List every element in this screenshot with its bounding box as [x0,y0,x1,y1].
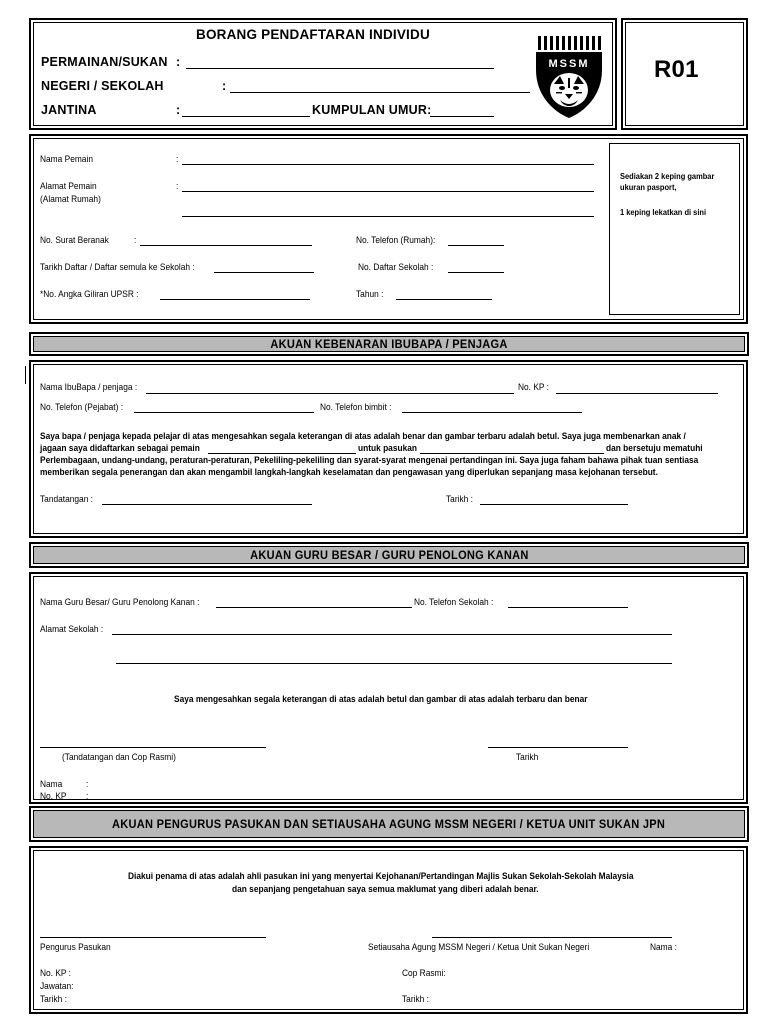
ibubapa-para-line-2b: untuk pasukan [358,443,418,454]
guru-heading-bar [33,546,745,564]
pengurus-label: Pengurus Pasukan [40,942,111,953]
telefon-bimbit-field[interactable] [402,412,582,413]
upsr-label: *No. Angka Giliran UPSR : [40,289,139,300]
kp-guru-label: No. KP [40,791,67,799]
tandatangan-guru-field[interactable] [40,747,266,748]
nama-ibubapa-field[interactable] [146,393,514,394]
pengurus-para-line-1: Diakui penama di atas adalah ahli pasukan ini yang menyertai Kejohanan/Pertandingan Majlis Sukan Sekolah-Sekolah Malaysia [128,871,634,882]
tarikh-ibubapa-field[interactable] [480,504,628,505]
jantina-label: JANTINA [41,103,97,117]
nama-guru-label: Nama Guru Besar/ Guru Penolong Kanan : [40,597,200,608]
tahun-label: Tahun : [356,289,384,300]
tahun-field[interactable] [396,299,492,300]
telefon-rumah-field[interactable] [448,245,504,246]
photo-note-2: ukuran pasport, [620,182,677,192]
ibubapa-para-line-2a: jagaan saya didaftarkan sebagai pemain [40,443,200,454]
pengurus-signature-field[interactable] [40,937,266,938]
alamat-pemain-label: Alamat Pemain [40,181,97,192]
kp-ibubapa-field[interactable] [556,393,718,394]
alamat-sekolah-field-1[interactable] [112,634,672,635]
surat-beranak-label: No. Surat Beranak [40,235,109,246]
permainan-label: PERMAINAN/SUKAN [41,55,168,69]
setiausaha-signature-field[interactable] [432,937,672,938]
tarikh-setiausaha-label: Tarikh : [402,994,429,1005]
telefon-bimbit-label: No. Telefon bimbit : [320,402,392,413]
daftar-sekolah-label: No. Daftar Sekolah : [358,262,434,273]
jawatan-label: Jawatan: [40,981,74,992]
tandatangan-ibubapa-field[interactable] [102,504,312,505]
pengurus-heading-bar [33,810,745,838]
jenis-pemain-field[interactable] [208,453,356,454]
photo-box [609,143,740,315]
pasukan-field[interactable] [420,453,604,454]
nama-setiausaha-label: Nama : [650,942,677,953]
permainan-field[interactable] [186,68,494,69]
photo-note-1: Sediakan 2 keping gambar [620,171,715,181]
guru-heading-frame [29,542,749,568]
guru-heading: AKUAN GURU BESAR / GURU PENOLONG KANAN [249,548,529,562]
tarikh-pengurus-label: Tarikh : [40,994,67,1005]
mssm-logo-icon [532,34,606,120]
ibubapa-para-line-4: memberikan segala penerangan dan akan mengambil langkah-langkah keselamatan dan pengawasan yang diperlukan sepanjang masa kejohanan tersebut. [40,467,658,478]
ibubapa-heading-frame [29,332,749,356]
pengurus-heading: AKUAN PENGURUS PASUKAN DAN SETIAUSAHA AGUNG MSSM NEGERI / KETUA UNIT SUKAN JPN [112,817,666,831]
tandatangan-ibubapa-label: Tandatangan : [40,494,94,505]
daftar-sekolah-field[interactable] [448,272,504,273]
ibubapa-para-line-2c: dan bersetuju mematuhi [606,443,703,454]
kp-guru-colon: : [86,791,89,799]
photo-note-3: 1 keping lekatkan di sini [620,207,707,217]
pengurus-para-line-2: dan sepanjang pengetahuan saya semua maklumat yang diberi adalah benar. [232,884,539,895]
surat-beranak-field[interactable] [140,245,312,246]
tandatangan-guru-label: (Tandatangan dan Cop Rasmi) [62,752,176,763]
guru-inner-box [33,576,744,800]
tarikh-daftar-label: Tarikh Daftar / Daftar semula ke Sekolah : [40,262,195,273]
margin-mark [25,366,26,384]
kumpulan-umur-label: KUMPULAN UMUR: [312,103,432,117]
kp-ibubapa-label: No. KP : [518,382,549,393]
permainan-colon: : [176,55,181,69]
telefon-pejabat-label: No. Telefon (Pejabat) : [40,402,124,413]
cop-rasmi-label: Cop Rasmi: [402,968,446,979]
kp-pengurus-label: No. KP : [40,968,71,979]
telefon-rumah-label: No. Telefon (Rumah): [356,235,436,246]
form-title: BORANG PENDAFTARAN INDIVIDU [196,27,430,42]
form-code: R01 [654,56,699,83]
setiausaha-label: Setiausaha Agung MSSM Negeri / Ketua Unit Sukan Negeri [368,942,590,953]
telefon-pejabat-field[interactable] [134,412,314,413]
telefon-sekolah-label: No. Telefon Sekolah : [414,597,494,608]
kp-guru-clip [36,790,236,799]
upsr-field[interactable] [160,299,310,300]
nama-guru-short-colon: : [86,779,89,790]
nama-guru-short-label: Nama [40,779,63,790]
nama-pemain-label: Nama Pemain [40,154,93,165]
alamat-pemain-colon: : [176,181,179,192]
alamat-sekolah-label: Alamat Sekolah : [40,624,104,635]
jantina-field[interactable] [182,116,310,117]
telefon-sekolah-field[interactable] [508,607,628,608]
svg-text:MSSM: MSSM [548,58,590,70]
ibubapa-heading-bar [33,336,745,352]
alamat-sekolah-field-2[interactable] [116,663,672,664]
negeri-field[interactable] [230,92,530,93]
jantina-colon: : [176,103,181,117]
tarikh-daftar-field[interactable] [214,272,314,273]
alamat-pemain-field-1[interactable] [182,191,594,192]
nama-pemain-colon: : [176,154,179,165]
nama-ibubapa-label: Nama IbuBapa / penjaga : [40,382,138,393]
tarikh-guru-label: Tarikh [516,752,539,763]
guru-statement: Saya mengesahkan segala keterangan di atas adalah betul dan gambar di atas adalah terbaru dan benar [174,694,588,705]
alamat-pemain-sub: (Alamat Rumah) [40,194,101,205]
nama-pemain-field[interactable] [182,164,594,165]
ibubapa-para-line-1: Saya bapa / penjaga kepada pelajar di atas mengesahkan segala keterangan di atas adalah benar dan gambar terbaru adalah betul. Saya juga membenarkan anak / [40,431,686,442]
ibubapa-heading: AKUAN KEBENARAN IBUBAPA / PENJAGA [270,337,508,351]
alamat-pemain-field-2[interactable] [182,216,594,217]
tarikh-ibubapa-label: Tarikh : [446,494,473,505]
ibubapa-para-line-3: Perlembagaan, undang-undang, peraturan-peraturan, Pekeliling-pekeliling dan syarat-syarat mengenai pertandingan ini. Saya juga faham bahawa pihak tuan sentiasa [40,455,699,466]
negeri-label: NEGERI / SEKOLAH [41,79,164,93]
pengurus-heading-frame [29,806,749,842]
nama-guru-field[interactable] [216,607,412,608]
tarikh-guru-field[interactable] [488,747,628,748]
negeri-colon: : [222,79,227,93]
kumpulan-umur-field[interactable] [430,116,494,117]
surat-beranak-colon: : [134,235,137,246]
